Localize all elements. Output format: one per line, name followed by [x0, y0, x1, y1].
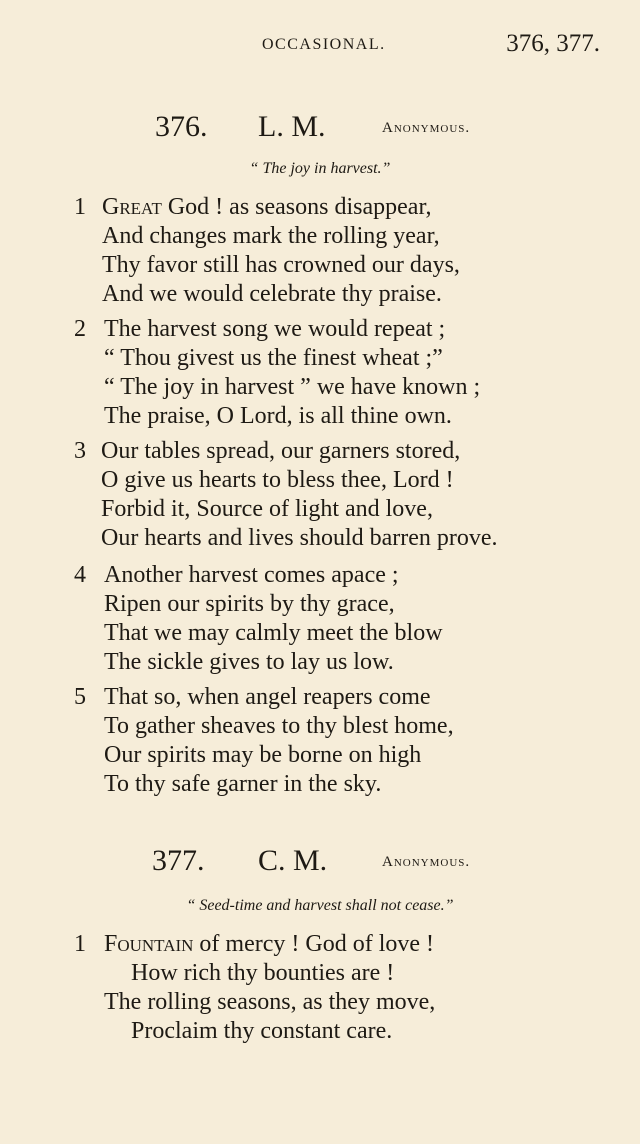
verse-line: That we may calmly meet the blow — [104, 620, 443, 646]
hymn-number: 376. — [155, 110, 208, 143]
verse-line: Ripen our spirits by thy grace, — [104, 591, 395, 617]
verse-line — [104, 931, 434, 958]
stanza-number: 1 — [74, 194, 86, 220]
verse-line: Proclaim thy constant care. — [131, 1018, 393, 1044]
stanza-number: 2 — [74, 316, 86, 342]
verse-line: The harvest song we would repeat ; — [104, 316, 446, 342]
verse-line: Our spirits may be borne on high — [104, 742, 422, 768]
verse-line: And we would celebrate thy praise. — [102, 281, 442, 307]
hymn-author: Anonymous. — [382, 854, 471, 870]
hymn-377-heading — [0, 844, 640, 884]
verse-line: “ Thou givest us the finest wheat ;” — [104, 345, 443, 371]
verse-line: O give us hearts to bless thee, Lord ! — [101, 467, 454, 493]
stanza-number: 5 — [74, 684, 86, 710]
hymn-376-heading — [0, 110, 640, 150]
verse-line: To thy safe garner in the sky. — [104, 771, 382, 797]
verse-line: And changes mark the rolling year, — [102, 223, 440, 249]
stanza-number: 4 — [74, 562, 86, 588]
hymn-author: Anonymous. — [382, 120, 471, 136]
verse-line: That so, when angel reapers come — [104, 684, 431, 710]
verse-line — [102, 194, 431, 221]
verse-line: Thy favor still has crowned our days, — [102, 252, 460, 278]
verse-line: Our hearts and lives should barren prove. — [101, 525, 498, 551]
verse-line: To gather sheaves to thy blest home, — [104, 713, 454, 739]
line-rest: of mercy ! God of love ! — [193, 931, 435, 957]
first-word: Great — [102, 194, 162, 220]
verse-line: Forbid it, Source of light and love, — [101, 496, 433, 522]
line-rest: God ! as seasons disappear, — [161, 194, 432, 220]
hymn-376-epigraph: “ The joy in harvest.” — [249, 160, 391, 177]
hymn-377-epigraph: “ Seed-time and harvest shall not cease.” — [186, 897, 454, 914]
page-numbers: 376, 377. — [506, 30, 600, 57]
verse-line: The rolling seasons, as they move, — [104, 989, 436, 1015]
verse-line: The sickle gives to lay us low. — [104, 649, 394, 675]
stanza-number: 3 — [74, 438, 86, 464]
stanza-number: 1 — [74, 931, 86, 957]
hymn-meter: L. M. — [258, 110, 326, 143]
verse-line: The praise, O Lord, is all thine own. — [104, 403, 452, 429]
verse-line: “ The joy in harvest ” we have known ; — [104, 374, 481, 400]
hymn-meter: C. M. — [258, 844, 328, 877]
running-head: OCCASIONAL. — [262, 36, 386, 53]
verse-line: How rich thy bounties are ! — [131, 960, 395, 986]
first-word: Fountain — [104, 931, 194, 957]
verse-line: Our tables spread, our garners stored, — [101, 438, 461, 464]
hymn-number: 377. — [152, 844, 205, 877]
verse-line: Another harvest comes apace ; — [104, 562, 399, 588]
